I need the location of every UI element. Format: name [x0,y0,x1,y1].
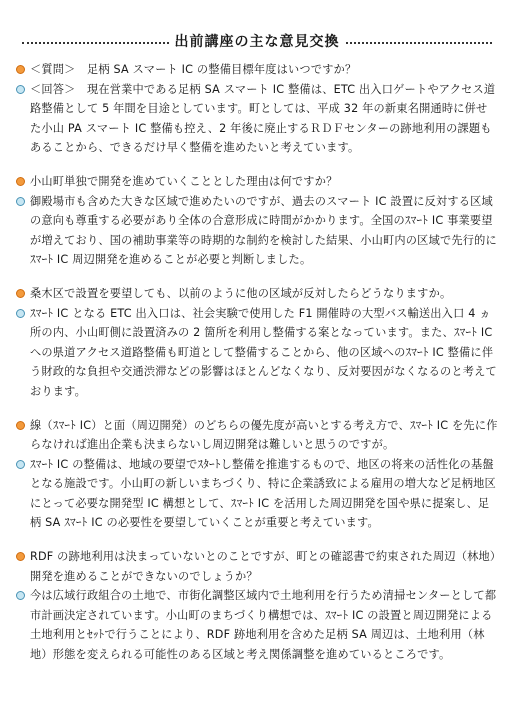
answer-text: ＜回答＞ 現在営業中である足柄 SA スマート IC 整備は、ETC 出入口ゲートやアクセス道路整備として 5 年間を目途としています。町としては、平成 32 年の新東名開通時に併せた小山 PA スマート IC 整備も控え、2 年後に廃止するＲＤＦセンターの跡地利用の課題もあることから、できるだけ早く整備を進めたいと考えています。 [30,82,496,155]
answer [16,455,498,533]
question-text: RDF の跡地利用は決まっていないとのことですが、町との確認書で約束された周辺（林地）開発を進めることができないのでしょうか？ [30,550,496,583]
question [16,60,498,80]
orange-bullet-icon [16,421,25,430]
answer-text: ｽﾏｰﾄ IC となる ETC 出入口は、社会実験で使用した F1 開催時の大型バス輸送出入口 4 ヵ所の内、小山町側に設置済みの 2 箇所を利用し整備する案となっています。また、ｽﾏｰﾄ IC への県道アクセス道路整備も町道として整備することから、他の区域へのｽﾏｰﾄ IC 整備に伴う財政的な負担や交通渋滞などの影響はほとんどなくなり、反対要因がなくなるのと考えております。 [30,306,497,398]
blue-bullet-icon [16,591,25,600]
answer [16,192,498,270]
blue-bullet-icon [16,460,25,469]
question-text: 線（ｽﾏｰﾄ IC）と面（周辺開発）のどちらの優先度が高いとする考え方で、ｽﾏｰﾄ IC を先に作らなければ進出企業も決まらないし周辺開発は難しいと思うのですが。 [30,418,498,452]
question [16,547,498,586]
orange-bullet-icon [16,552,25,561]
qa-block-5 [16,547,498,665]
orange-bullet-icon [16,65,25,74]
answer-text: 今は広域行政組合の土地で、市街化調整区域内で土地利用を行うため清掃センターとして都市計画決定されています。小山町のまちづくり構想では、ｽﾏｰﾄ IC の設置と周辺開発による土地利用とｾｯﾄで行うことにより、RDF 跡地利用を含めた足柄 SA 周辺は、土地利用（林地）形態を変えられる可能性のある区域と考え関係調整を進めているところです。 [30,589,497,662]
question [16,416,498,455]
question [16,172,498,192]
title-dots-left [22,42,169,44]
title-row [16,30,498,52]
qa-block-4 [16,416,498,534]
orange-bullet-icon [16,289,25,298]
qa-block-3 [16,284,498,402]
answer [16,304,498,402]
orange-bullet-icon [16,177,25,186]
title-dots-right [346,42,493,44]
answer-text: 御殿場市も含めた大きな区域で進めたいのですが、過去のスマート IC 設置に反対する区域の意向も尊重する必要があり全体の合意形成に時間がかかります。全国のｽﾏｰﾄ IC 事業要望が増えており、国の補助事業等の時期的な制約を検討した結果、小山町内の区域で先行的にｽﾏｰﾄ IC 周辺開発を進めることが必要と判断しました。 [30,194,497,267]
blue-bullet-icon [16,197,25,206]
question-text: ＜質問＞ 足柄 SA スマート IC の整備目標年度はいつですか？ [30,63,357,76]
qa-block-2 [16,172,498,270]
page-title: 出前講座の主な意見交換 [174,34,340,50]
answer [16,80,498,158]
question-text: 桑木区で設置を要望しても、以前のように他の区域が反対したらどうなりますか。 [30,286,452,300]
blue-bullet-icon [16,85,25,94]
qa-block-1 [16,60,498,158]
answer [16,586,498,664]
question [16,284,498,304]
question-text: 小山町単独で開発を進めていくこととした理由は何ですか？ [30,174,338,188]
blue-bullet-icon [16,309,25,318]
answer-text: ｽﾏｰﾄ IC の整備は、地域の要望でｽﾀｰﾄし整備を推進するもので、地区の将来の活性化の基盤となる施設です。小山町の新しいまちづくり、特に企業誘致による雇用の増大など足柄地区にとって必要な開発型 IC 構想として、ｽﾏｰﾄ IC を活用した周辺開発を国や県に提案し、足柄 SA ｽﾏｰﾄ IC の必要性を要望していくことが重要と考えています。 [30,457,496,530]
